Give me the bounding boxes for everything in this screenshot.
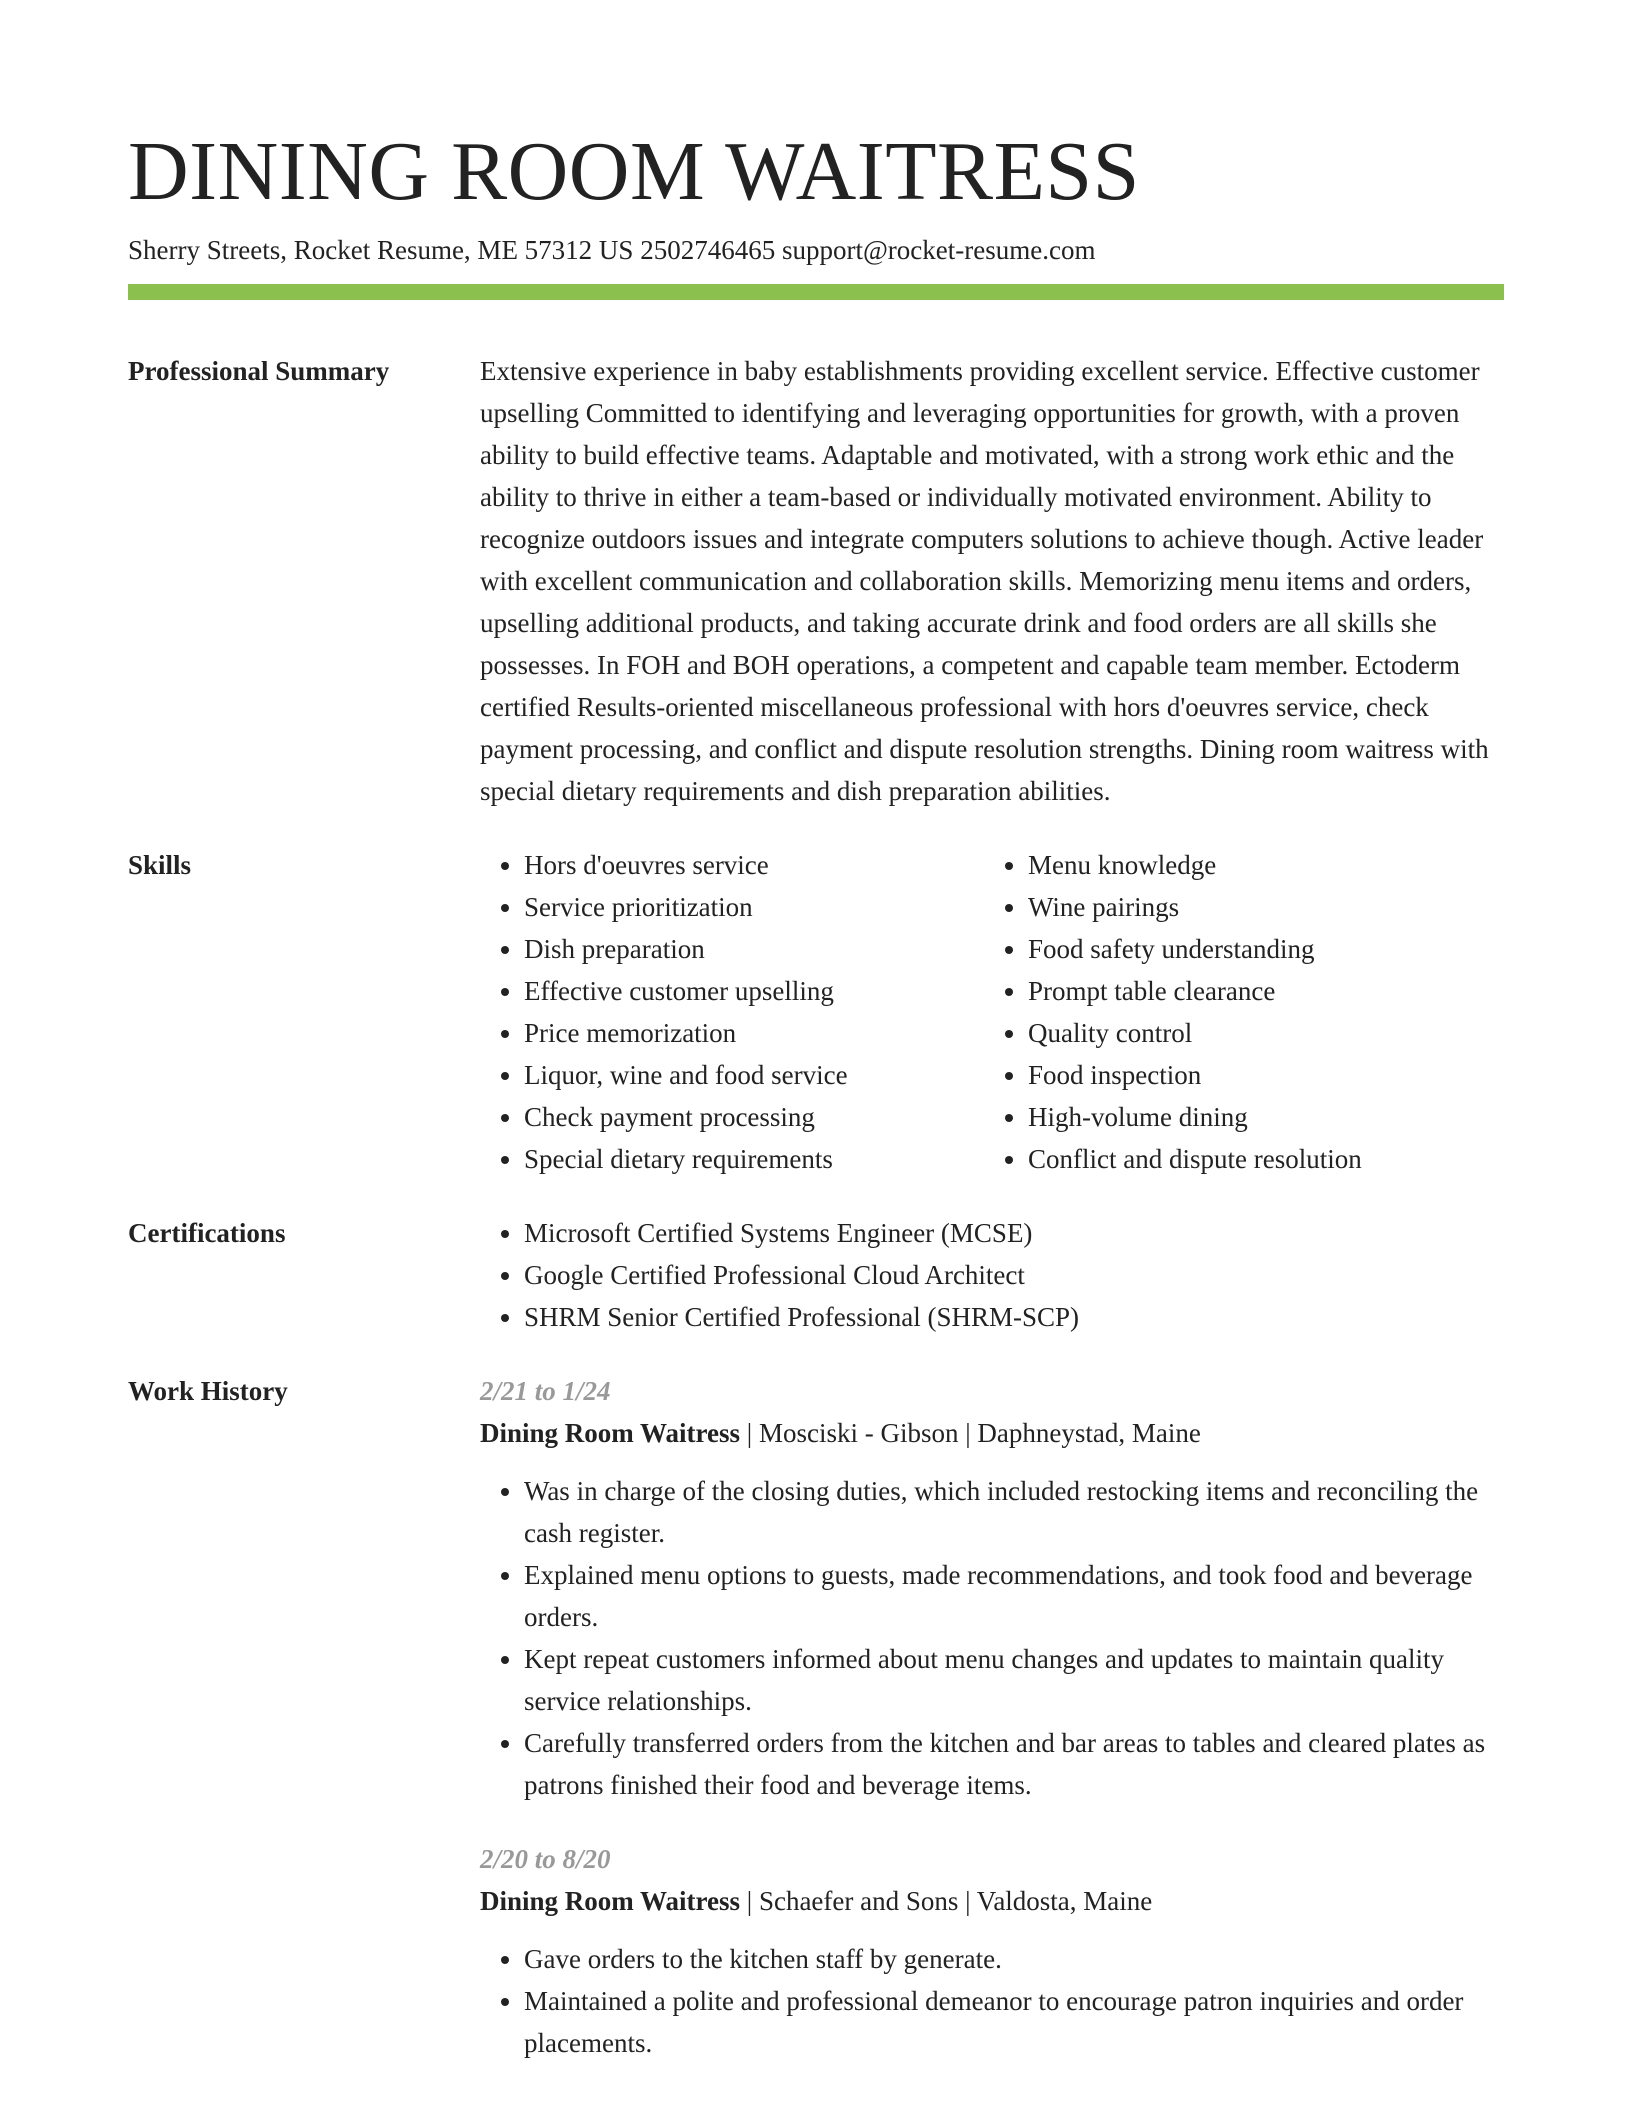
job-details: | Mosciski - Gibson | Daphneystad, Maine [740,1418,1201,1448]
skill-item: • Special dietary requirements [524,1138,984,1180]
certification-item: • Google Certified Professional Cloud Architect [524,1254,1504,1296]
skills-list-left [480,844,984,1180]
skill-item: • Dish preparation [524,928,984,970]
skill-item: • Price memorization [524,1012,984,1054]
job-bullet: • Gave orders to the kitchen staff by generate. [524,1938,1504,1980]
skill-item: • Prompt table clearance [1028,970,1488,1012]
job-bullet: • Was in charge of the closing duties, which included restocking items and reconciling the cash register. [524,1470,1504,1554]
summary-text: Extensive experience in baby establishments providing excellent service. Effective customer upselling Committed to identifying and leveraging opportunities for growth, with a proven ability to build effective teams. Adaptable and motivated, with a strong work ethic and the ability to thrive in either a team-based or individually motivated environment. Ability to recognize outdoors issues and integrate computers solutions to achieve though. Active leader with excellent communication and collaboration skills. Memorizing menu items and orders, upselling additional products, and taking accurate drink and food orders are all skills she possesses. In FOH and BOH operations, a competent and capable team member. Ectoderm certified Results-oriented miscellaneous professional with hors d'oeuvres service, check payment processing, and conflict and dispute resolution strengths. Dining room waitress with special dietary requirements and dish preparation abilities. [480,356,1489,806]
summary-section [128,350,1504,812]
certifications-list [480,1212,1504,1338]
resume-page [128,0,1504,2064]
job-dates: 2/21 to 1/24 [480,1376,611,1406]
job-details: | Schaefer and Sons | Valdosta, Maine [740,1886,1153,1916]
job-entry [480,1838,1504,2064]
skill-item: • Food inspection [1028,1054,1488,1096]
skill-item: • Conflict and dispute resolution [1028,1138,1488,1180]
skill-item: • High-volume dining [1028,1096,1488,1138]
job-bullets [480,1470,1504,1806]
certifications-body [480,1212,1504,1338]
job-title: Dining Room Waitress [480,1886,741,1916]
skill-item: • Effective customer upselling [524,970,984,1012]
work-history-section [128,1370,1504,2064]
skill-item: • Service prioritization [524,886,984,928]
skill-item: • Menu knowledge [1028,844,1488,886]
skill-item: • Quality control [1028,1012,1488,1054]
skill-item: • Food safety understanding [1028,928,1488,970]
skills-list-right [984,844,1488,1180]
job-title-line [480,1880,1504,1922]
job-bullet: • Kept repeat customers informed about menu changes and updates to maintain quality service relationships. [524,1638,1504,1722]
header-divider [128,284,1504,300]
skill-item: • Liquor, wine and food service [524,1054,984,1096]
section-label: Skills [128,850,192,880]
skills-section [128,844,1504,1180]
job-bullet: • Carefully transferred orders from the kitchen and bar areas to tables and cleared plates as patrons finished their food and beverage items. [524,1722,1504,1806]
skills-columns [480,844,1504,1180]
certification-item: • SHRM Senior Certified Professional (SHRM-SCP) [524,1296,1504,1338]
job-bullet: • Maintained a polite and professional demeanor to encourage patron inquiries and order placements. [524,1980,1504,2064]
work-history-body [480,1370,1504,2064]
job-entry [480,1370,1504,1806]
job-bullets [480,1938,1504,2064]
job-dates: 2/20 to 8/20 [480,1844,611,1874]
skill-item: • Wine pairings [1028,886,1488,928]
certifications-section [128,1212,1504,1338]
section-label: Work History [128,1376,288,1406]
skill-item: • Check payment processing [524,1096,984,1138]
certification-item: • Microsoft Certified Systems Engineer (MCSE) [524,1212,1504,1254]
section-label: Certifications [128,1218,286,1248]
job-title-line [480,1412,1504,1454]
job-title: Dining Room Waitress [480,1418,741,1448]
section-label: Professional Summary [128,356,390,386]
job-bullet: • Explained menu options to guests, made recommendations, and took food and beverage orders. [524,1554,1504,1638]
skill-item: • Hors d'oeuvres service [524,844,984,886]
resume-name: DINING ROOM WAITRESS [128,125,1140,218]
contact-info: Sherry Streets, Rocket Resume, ME 57312 US 2502746465 support@rocket-resume.com [128,235,1096,265]
